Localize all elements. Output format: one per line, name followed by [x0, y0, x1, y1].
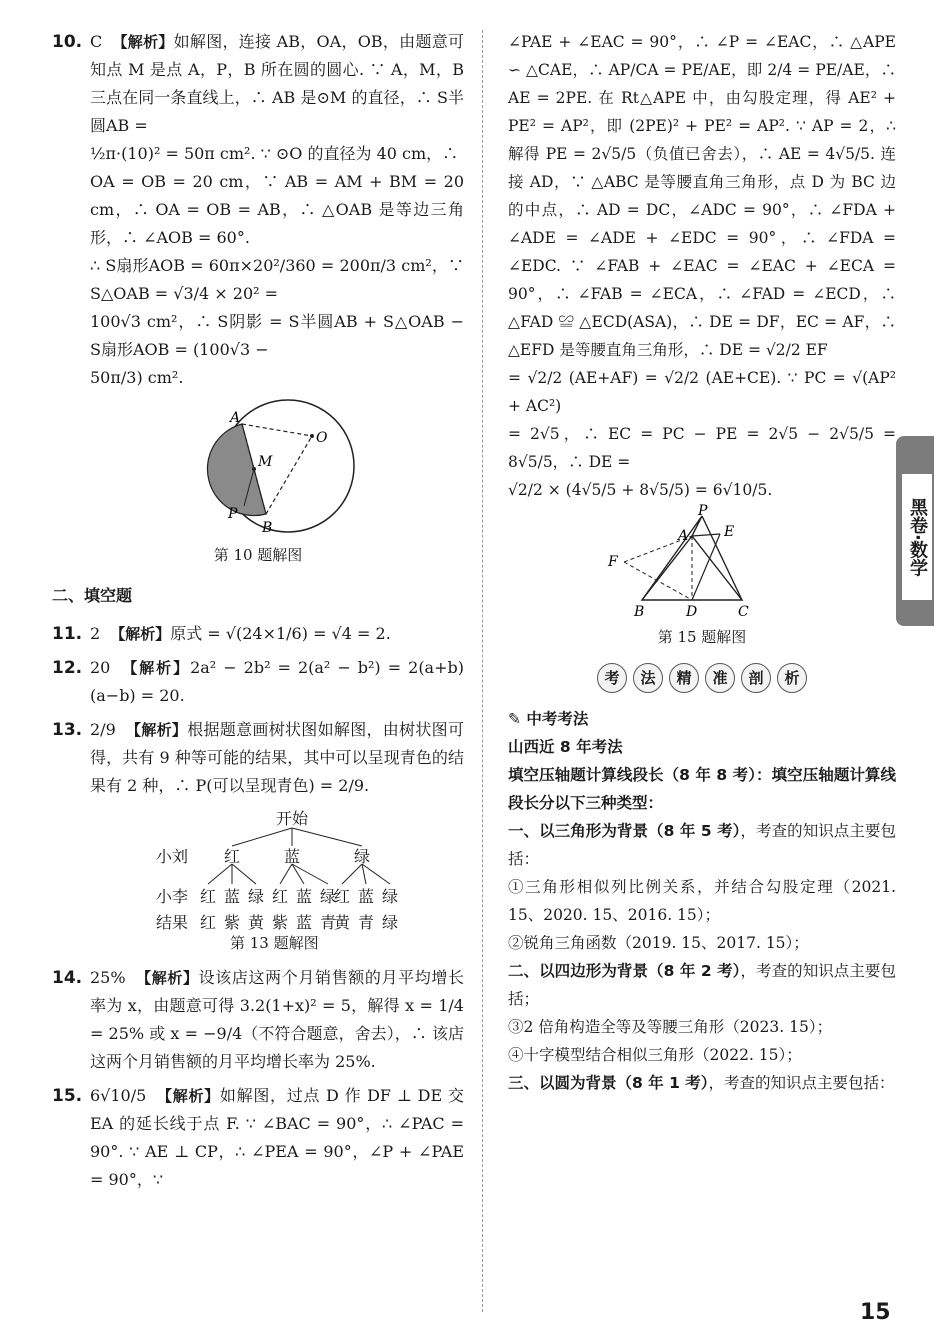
- label-B: B: [634, 604, 645, 620]
- solution-text: 根据题意画树状图如解图，由树状图可得，共有 9 种等可能的结果，其中可以呈现青色的结果有 2 种，∴ P(可以呈现青色) = 2/9.: [90, 720, 464, 795]
- figure-caption: 第 10 题解图: [213, 546, 303, 564]
- figure-10: [52, 400, 464, 565]
- problem-11: [52, 620, 464, 648]
- tree-result: 蓝: [296, 913, 313, 932]
- column-divider: [482, 30, 483, 1312]
- section-banner: [508, 663, 896, 693]
- problem-number: 14.: [52, 968, 83, 988]
- label-P: P: [698, 503, 708, 519]
- solution-text: 设该店这两个月销售额的月平均增长率为 x，由题意可得 3.2(1+x)² = 5，解得 x = 1/4 = 25% 或 x = −9/4（不符合题意，舍去），∴ 该店这两个月销售额的月平均增长率为 25%.: [90, 968, 464, 1071]
- exam-method-title: 中考考法: [526, 710, 589, 728]
- banner-char: 精: [669, 663, 699, 693]
- side-tab-label: 黑卷·数学: [902, 474, 932, 600]
- circle-diagram: [148, 400, 368, 540]
- tree-start: 开始: [276, 809, 309, 828]
- analysis-tag: 【解析】: [120, 659, 191, 677]
- analysis-tag: 【解析】: [110, 625, 171, 643]
- tree-diagram: [52, 806, 464, 954]
- tree-result: 黄: [248, 913, 265, 932]
- subheading: 填空压轴题计算线段长（8 年 8 考）：填空压轴题计算线段长分以下三种类型：: [508, 766, 896, 812]
- subheading: 山西近 8 年考法: [508, 738, 623, 756]
- label-A: A: [230, 410, 241, 426]
- figure-15: [508, 503, 896, 647]
- exam-method-heading: [508, 705, 896, 733]
- tree-node: 绿: [354, 847, 371, 866]
- label-F: F: [608, 554, 618, 570]
- triangle-diagram: [602, 503, 802, 622]
- item-text: ③2 倍角构造全等及等腰三角形（2023. 15）；: [508, 1018, 833, 1036]
- label-E: E: [724, 524, 735, 540]
- tree-node: 红: [334, 887, 351, 906]
- problem-10: [52, 28, 464, 392]
- side-tab: [896, 436, 934, 626]
- problem-12: [52, 654, 464, 710]
- list-item: [508, 1041, 896, 1069]
- solution-text: 原式 = √(24×1/6) = √4 = 2.: [170, 624, 391, 643]
- answer: 2: [90, 624, 101, 643]
- list-item: [508, 1013, 896, 1041]
- item-text: ，考查的知识点主要包括：: [708, 1074, 895, 1092]
- tree-node: 红: [200, 887, 217, 906]
- analysis-tag: 【解析】: [125, 721, 188, 739]
- list-item: [508, 873, 896, 929]
- solution-text: OA = OB = 20 cm，∵ AB = AM + BM = 20 cm，∴ OA = OB = AB，∴ △OAB 是等边三角形，∴ ∠AOB = 60°.: [90, 172, 464, 247]
- label-O: O: [316, 430, 328, 446]
- problem-number: 13.: [52, 720, 83, 740]
- item-text: ②锐角三角函数（2019. 15、2017. 15）；: [508, 934, 809, 952]
- solution-text: √2/2 × (4√5/5 + 8√5/5) = 6√10/5.: [508, 481, 773, 499]
- banner-char: 剖: [741, 663, 771, 693]
- answer: 6√10/5: [90, 1086, 147, 1105]
- problem-number: 11.: [52, 624, 83, 644]
- tree-node: 绿: [248, 887, 265, 906]
- tree-result: 紫: [272, 913, 289, 932]
- problem-number: 10.: [52, 32, 83, 52]
- label-A: A: [678, 528, 689, 544]
- solution-text: 如解图，过点 D 作 DF ⊥ DE 交 EA 的延长线于点 F. ∵ ∠BAC = 90°，∴ ∠PAC = 90°. ∵ AE ⊥ CP，∴ ∠PEA = 90°，∠P + ∠PAE = 90°，∵: [90, 1086, 464, 1189]
- item-bold: 三、以圆为背景（8 年 1 考）: [508, 1074, 709, 1092]
- label-M: M: [258, 454, 273, 470]
- pen-icon: ✎: [508, 710, 521, 728]
- solution-text: 如解图，连接 AB，OA，OB，由题意可知点 M 是点 A，P，B 所在圆的圆心. ∵ A，M，B 三点在同一条直线上，∴ AB 是⊙M 的直径，∴ S半圆AB =: [90, 32, 464, 135]
- tree-result: 黄: [334, 913, 351, 932]
- solution-text: 2a² − 2b² = 2(a² − b²) = 2(a+b)(a−b) = 20.: [90, 658, 464, 705]
- tree-result: 红: [200, 913, 217, 932]
- solution-text: 50π/3) cm².: [90, 368, 184, 387]
- banner-char: 法: [633, 663, 663, 693]
- solution-text: = 2√5，∴ EC = PC − PE = 2√5 − 2√5/5 = 8√5/5，∴ DE =: [508, 425, 896, 471]
- page-number: 15: [860, 1300, 891, 1325]
- label-D: D: [686, 604, 698, 620]
- tree-result: 绿: [382, 913, 399, 932]
- tree-node: 蓝: [358, 887, 375, 906]
- problem-number: 12.: [52, 658, 83, 678]
- item-text: ，考查的知识点主要包括；: [508, 962, 896, 1008]
- item-bold: 二、以四边形为背景（8 年 2 考）: [508, 962, 741, 980]
- tree-result: 紫: [224, 913, 241, 932]
- list-item: [508, 1069, 896, 1097]
- problem-number: 15.: [52, 1086, 83, 1106]
- answer: 25%: [90, 968, 126, 987]
- banner-char: 析: [777, 663, 807, 693]
- section-heading: 二、填空题: [52, 586, 133, 605]
- figure-caption: 第 15 题解图: [657, 628, 747, 646]
- problem-14: [52, 964, 464, 1076]
- banner-char: 考: [597, 663, 627, 693]
- item-text: ，考查的知识点主要包括：: [508, 822, 896, 868]
- tree-node: 蓝: [296, 887, 313, 906]
- analysis-tag: 【解析】: [112, 33, 174, 51]
- tree-node: 蓝: [284, 847, 301, 866]
- tree-node: 绿: [320, 887, 337, 906]
- tree-result: 青: [320, 913, 337, 932]
- solution-text: ½π·(10)² = 50π cm². ∵ ⊙O 的直径为 40 cm，∴: [90, 144, 459, 163]
- tree-node: 绿: [382, 887, 399, 906]
- tree-node: 红: [224, 847, 241, 866]
- list-item: [508, 929, 896, 957]
- label-C: C: [738, 604, 749, 620]
- item-text: ①三角形相似列比例关系，并结合勾股定理（2021. 15、2020. 15、2016. 15）；: [508, 878, 896, 924]
- item-bold: 一、以三角形为背景（8 年 5 考）: [508, 822, 741, 840]
- label-B: B: [262, 520, 273, 536]
- figure-caption: 第 13 题解图: [230, 934, 319, 952]
- solution-text: = √2/2 (AE+AF) = √2/2 (AE+CE). ∵ PC = √(AP² + AC²): [508, 369, 896, 415]
- tree-row-label: 结果: [156, 913, 189, 932]
- analysis-tag: 【解析】: [135, 969, 199, 987]
- item-text: ④十字模型结合相似三角形（2022. 15）；: [508, 1046, 802, 1064]
- solution-text: ∠PAE + ∠EAC = 90°，∴ ∠P = ∠EAC，∴ △APE ∽ △CAE，∴ AP/CA = PE/AE，即 2/4 = PE/AE，∴ AE = 2PE. 在 Rt△APE 中，由勾股定理，得 AE² + PE² = AP²，即 (2PE)² + PE² = AP². ∵ AP = 2，∴ 解得 PE = 2√5/5（负值已舍去），∴ AE = 4√5/5. 连接 AD，∵ △ABC 是等腰直角三角形，点 D 为 BC 边的中点，∴ AD = DC，∠ADC = 90°，∴ ∠FDA + ∠ADE = ∠ADE + ∠EDC = 90°，∴ ∠FDA = ∠EDC. ∵ ∠FAB + ∠EAC = ∠EAC + ∠ECA = 90°，∴ ∠FAB = ∠ECA，∴ ∠FAD = ∠ECD，∴ △FAD ≌ △ECD(ASA)，∴ DE = DF，EC = AF，∴ △EFD 是等腰直角三角形，∴ DE = √2/2 EF: [508, 33, 896, 359]
- list-item: [508, 817, 896, 873]
- tree-node: 蓝: [224, 887, 241, 906]
- right-column: [508, 28, 896, 1097]
- answer: C: [90, 32, 103, 51]
- tree-result: 青: [358, 913, 375, 932]
- label-P: P: [228, 506, 238, 522]
- solution-text: 100√3 cm²，∴ S阴影 = S半圆AB + S△OAB − S扇形AOB = (100√3 −: [90, 312, 464, 359]
- problem-15: [52, 1082, 464, 1194]
- answer: 20: [90, 658, 111, 677]
- answer: 2/9: [90, 720, 116, 739]
- solution-text: ∴ S扇形AOB = 60π×20²/360 = 200π/3 cm²，∵ S△OAB = √3/4 × 20² =: [90, 256, 464, 303]
- left-column: [52, 28, 464, 1200]
- tree-row-label: 小李: [156, 887, 189, 906]
- banner-char: 准: [705, 663, 735, 693]
- problem-13: [52, 716, 464, 800]
- analysis-tag: 【解析】: [156, 1087, 220, 1105]
- tree-row-label: 小刘: [156, 847, 189, 866]
- tree-node: 红: [272, 887, 289, 906]
- list-item: [508, 957, 896, 1013]
